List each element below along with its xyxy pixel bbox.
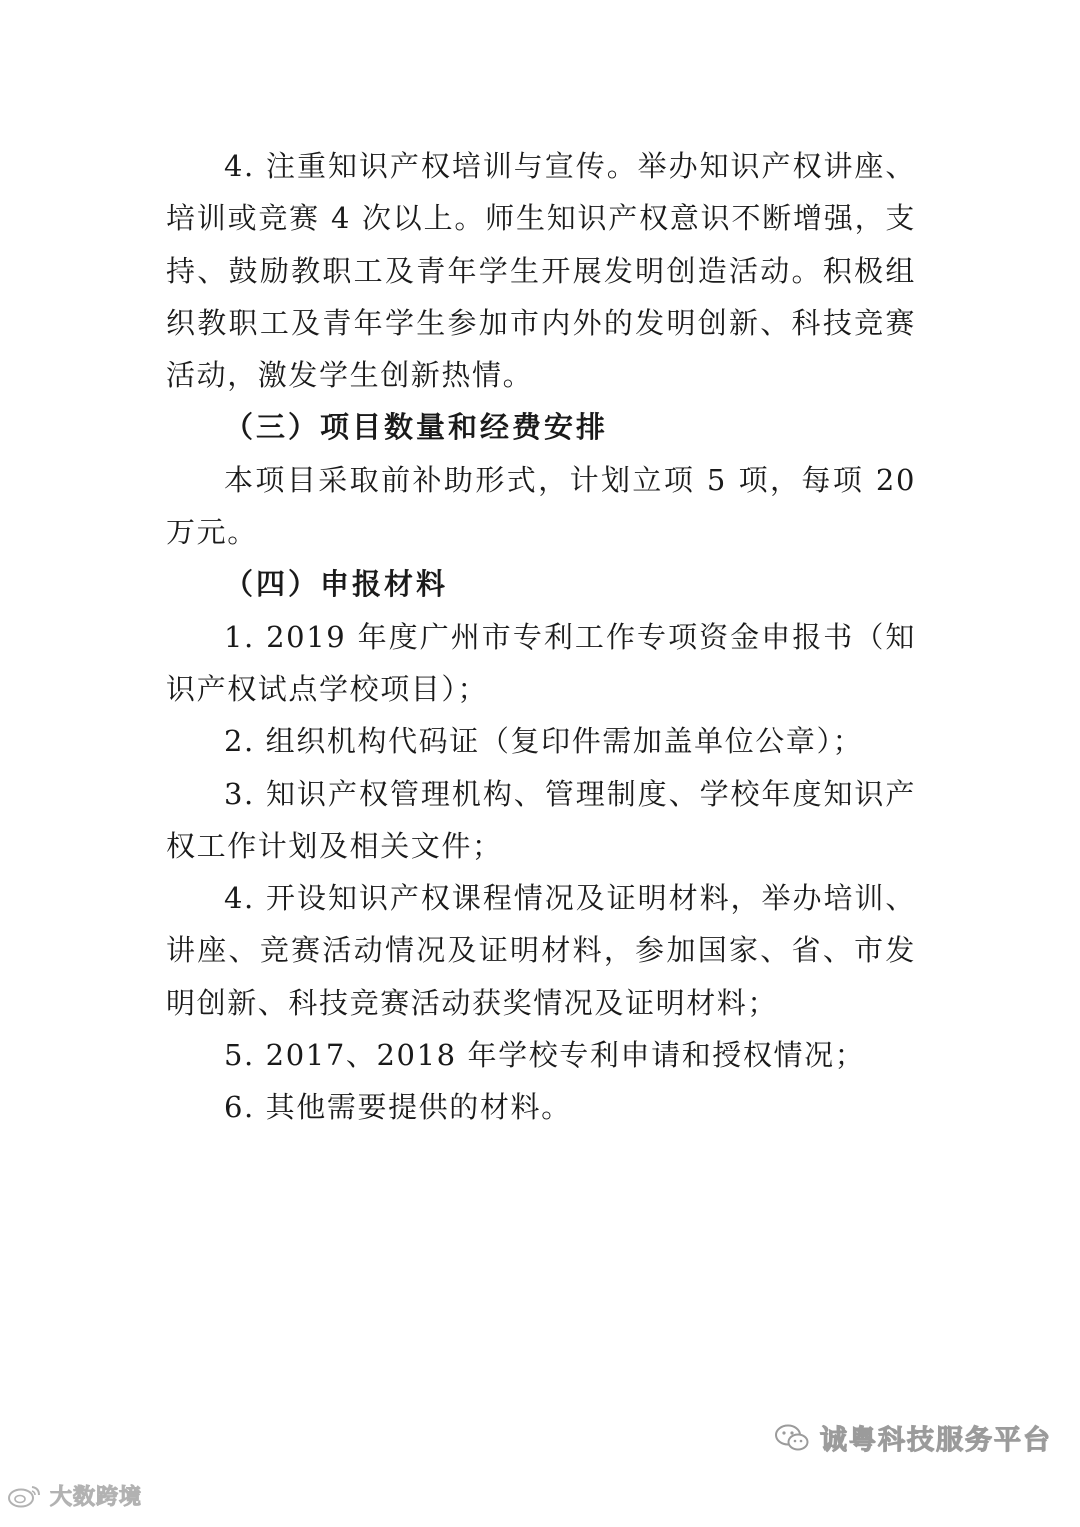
materials-item-1: 1. 2019 年度广州市专利工作专项资金申报书（知识产权试点学校项目）； (166, 619, 916, 706)
materials-item-2: 2. 组织机构代码证（复印件需加盖单位公章）； (224, 724, 864, 759)
watermark-left-text: 大数跨境 (50, 1485, 143, 1510)
materials-item-4: 4. 开设知识产权课程情况及证明材料，举办培训、讲座、竞赛活动情况及证明材料，参加国家、省、市发明创新、科技竞赛活动获奖情况及证明材料； (166, 881, 916, 1020)
materials-item-3: 3. 知识产权管理机构、管理制度、学校年度知识产权工作计划及相关文件； (166, 776, 916, 863)
wechat-icon (774, 1423, 810, 1453)
section-heading-project-budget: （三）项目数量和经费安排 (224, 410, 609, 445)
watermark-left (6, 1480, 142, 1511)
weibo-logo-icon (6, 1483, 44, 1509)
watermark-right-text: 诚粤科技服务平台 (820, 1425, 1052, 1456)
paragraph-item-4-training: 4. 注重知识产权培训与宣传。举办知识产权讲座、培训或竞赛 4 次以上。师生知识产权意识不断增强，支持、鼓励教职工及青年学生开展发明创造活动。积极组织教职工及青年学生参加市内外的发明创新、科技竞赛活动，激发学生创新热情。 (166, 149, 916, 393)
materials-item-6: 6. 其他需要提供的材料。 (224, 1090, 572, 1125)
paragraph-subsidy: 本项目采取前补助形式，计划立项 5 项，每项 20 万元。 (166, 462, 916, 550)
document-body (166, 140, 916, 1134)
watermark-right (774, 1418, 1052, 1457)
materials-item-5: 5. 2017、2018 年学校专利申请和授权情况； (224, 1038, 866, 1073)
section-heading-materials: （四）申报材料 (224, 567, 449, 602)
